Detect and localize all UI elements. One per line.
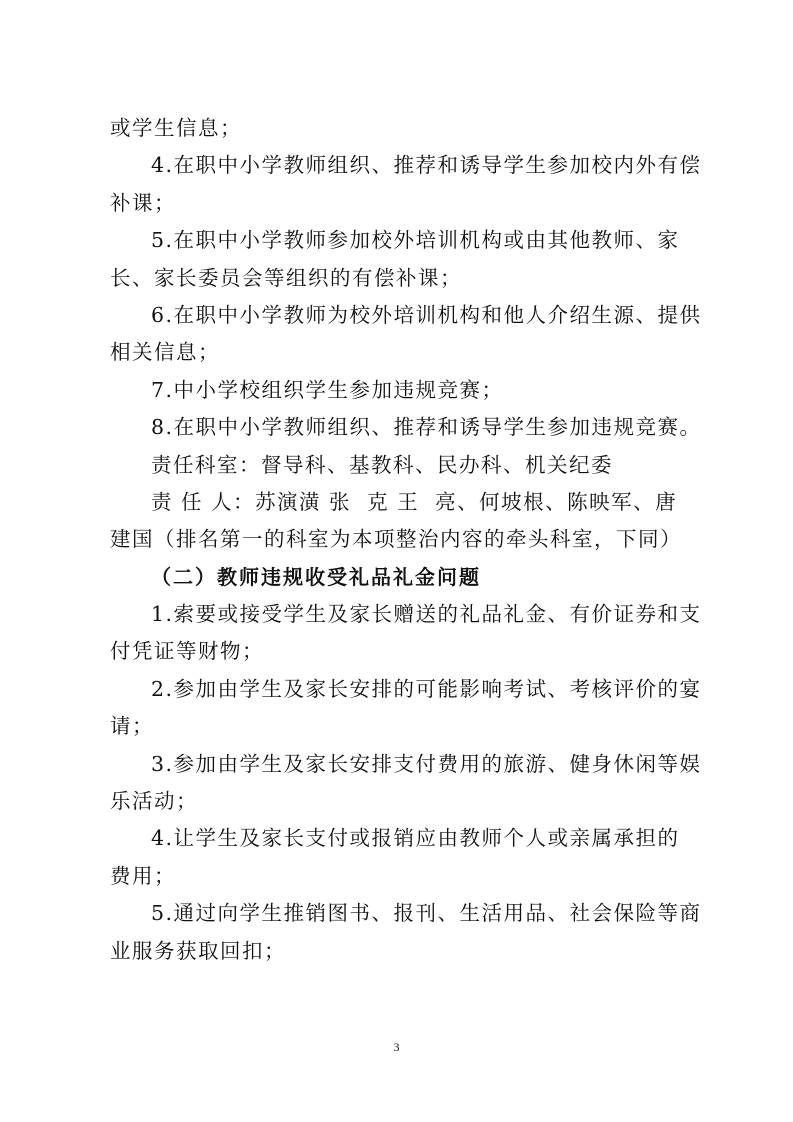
list-item-line: 7.中小学校组织学生参加违规竞赛；: [151, 377, 504, 402]
list-item-line: 8.在职中小学教师组织、推荐和诱导学生参加违规竞赛。: [151, 415, 702, 440]
document-body: [110, 110, 702, 970]
body-line: 付凭证等财物；: [110, 639, 264, 664]
list-item-line: 5.在职中小学教师参加校外培训机构或由其他教师、家: [151, 228, 680, 253]
body-line: 费用；: [110, 863, 176, 888]
body-line: 业服务获取回扣；: [110, 938, 286, 963]
list-item-line: 2.参加由学生及家长安排的可能影响考试、考核评价的宴: [151, 676, 702, 701]
responsible-person-line: 责 任 人：苏演潢 张 克 王 亮、何坡根、陈映军、唐: [151, 489, 678, 514]
list-item-line: 5.通过向学生推销图书、报刊、生活用品、社会保险等商: [151, 901, 702, 926]
body-line: 请；: [110, 714, 154, 739]
body-line: 相关信息；: [110, 340, 220, 365]
list-item-line: 4.在职中小学教师组织、推荐和诱导学生参加校内外有偿: [151, 153, 702, 178]
body-line: 建国（排名第一的科室为本项整治内容的牵头科室，下同）: [110, 527, 682, 552]
list-item-line: 6.在职中小学教师为校外培训机构和他人介绍生源、提供: [151, 302, 702, 327]
body-line: 乐活动；: [110, 789, 198, 814]
responsible-department-line: 责任科室：督导科、基教科、民办科、机关纪委: [151, 452, 613, 477]
body-line: 或学生信息；: [110, 116, 242, 140]
section-heading: （二）教师违规收受礼品礼金问题: [151, 564, 481, 589]
page-number: 3: [393, 1040, 400, 1054]
list-item-line: 4.让学生及家长支付或报销应由教师个人或亲属承担的: [151, 826, 680, 851]
list-item-line: 3.参加由学生及家长安排支付费用的旅游、健身休闲等娱: [151, 751, 702, 776]
list-item-line: 1.索要或接受学生及家长赠送的礼品礼金、有价证券和支: [151, 602, 702, 627]
body-line: 长、家长委员会等组织的有偿补课；: [110, 265, 462, 290]
body-line: 补课；: [110, 190, 176, 215]
